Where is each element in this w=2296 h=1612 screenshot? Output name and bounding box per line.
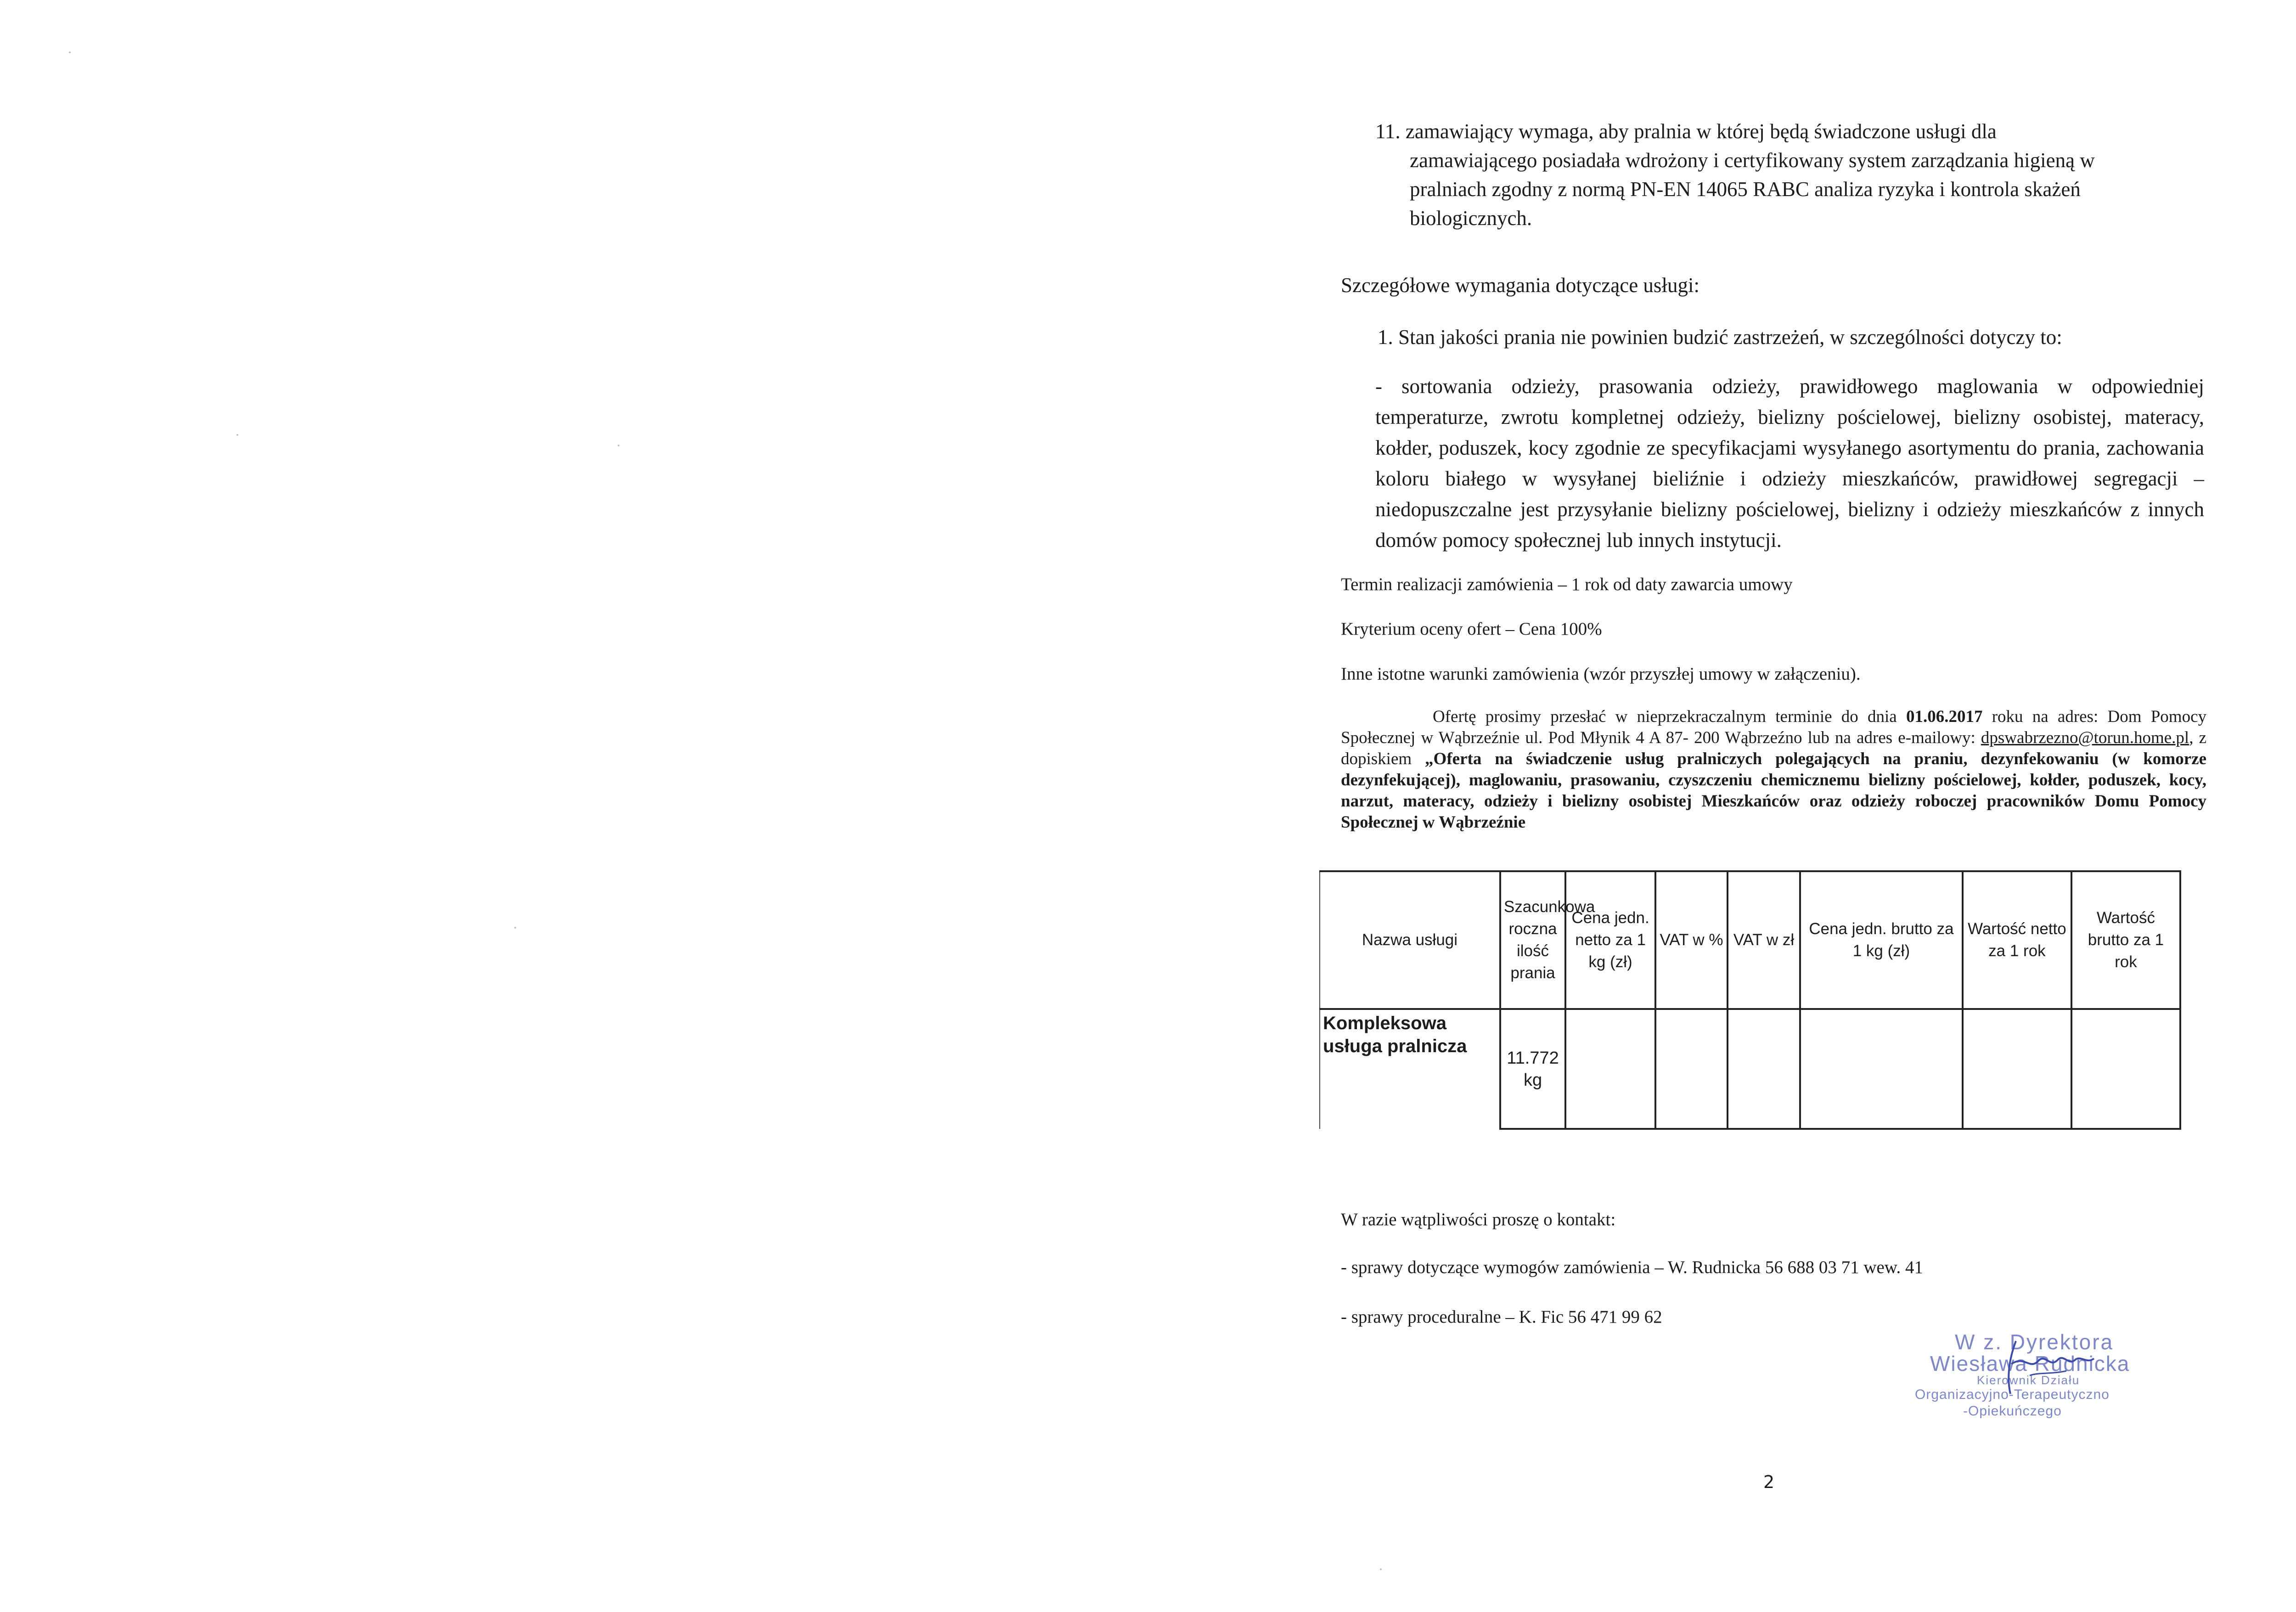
notice-part-2: roku na adres: Dom Pomocy Społecznej w Wąbrzeźnie ul. Pod Młynik 4 A 87- 200 Wąbrzeźno lub na adres e-mailowy: bbox=[1341, 707, 2206, 747]
page-number: 2 bbox=[1763, 1472, 1775, 1492]
header-gross-value-year: Wartość brutto za 1 rok bbox=[2071, 871, 2180, 1009]
scan-speck bbox=[69, 51, 71, 53]
header-unit-net-price: Cena jedn. netto za 1 kg (zł) bbox=[1565, 871, 1655, 1009]
cell-unit-gross-price[interactable] bbox=[1800, 1009, 1963, 1129]
item-11-line-3: pralniach zgodny z normą PN-EN 14065 RABC analiza ryzyka i kontrola skażeń bbox=[1410, 178, 2081, 201]
cell-net-value-year[interactable] bbox=[1963, 1009, 2071, 1129]
cell-gross-value-year[interactable] bbox=[2071, 1009, 2180, 1129]
header-vat-amount: VAT w zł bbox=[1728, 871, 1800, 1009]
deadline-text: Termin realizacji zamówienia – 1 rok od daty zawarcia umowy bbox=[1341, 575, 1793, 594]
stamp-line-5: -Opiekuńczego bbox=[1963, 1403, 2062, 1419]
cell-quantity: 11.772 kg bbox=[1500, 1009, 1565, 1129]
other-terms-text: Inne istotne warunki zamówienia (wzór przyszłej umowy w załączeniu). bbox=[1341, 664, 1861, 684]
offer-notice bbox=[1341, 706, 2206, 833]
cell-service-name: Kompleksowa usługa pralnicza bbox=[1320, 1009, 1500, 1129]
scan-speck bbox=[618, 445, 619, 446]
cell-unit-net-price[interactable] bbox=[1565, 1009, 1655, 1129]
notice-part-1: Ofertę prosimy przesłać w nieprzekraczalnym terminie do dnia bbox=[1433, 707, 1906, 726]
item-11-line-4: biologicznych. bbox=[1410, 207, 1532, 230]
header-service-name: Nazwa usługi bbox=[1320, 871, 1500, 1009]
detail-point-1: 1. Stan jakości prania nie powinien budzić zastrzeżeń, w szczególności dotyczy to: bbox=[1378, 326, 2062, 349]
cell-vat-amount[interactable] bbox=[1728, 1009, 1800, 1129]
notice-email[interactable]: dpswabrzezno@torun.home.pl bbox=[1981, 728, 2189, 747]
item-11-line-1: 11. zamawiający wymaga, aby pralnia w której będą świadczone usługi dla bbox=[1375, 120, 1997, 143]
scan-speck bbox=[236, 434, 238, 436]
header-estimated-quantity: Szacunkowa roczna ilość prania bbox=[1500, 871, 1565, 1009]
detail-paragraph: - sortowania odzieży, prasowania odzieży, prawidłowego maglowania w odpowiedniej temperaturze, zwrotu kompletnej odzieży, bielizny pościelowej, bielizny osobistej, materacy, kołder, poduszek, kocy zgodnie ze specyfikacjami wysyłanego asortymentu do prania, zachowania koloru białego w wysyłanej bieliźnie i odzieży mieszkańców, prawidłowej segregacji – niedopuszczalne jest przysyłanie bielizny pościelowej, bielizny i odzieży mieszkańców z innych domów pomocy społecznej lub innych instytucji. bbox=[1375, 375, 2204, 552]
stamp-line-1: W z. Dyrektora bbox=[1955, 1330, 2114, 1354]
detail-heading: Szczegółowe wymagania dotyczące usługi: bbox=[1341, 274, 1699, 297]
header-net-value-year: Wartość netto za 1 rok bbox=[1963, 871, 2071, 1009]
cell-vat-percent[interactable] bbox=[1655, 1009, 1728, 1129]
header-unit-gross-price: Cena jedn. brutto za 1 kg (zł) bbox=[1800, 871, 1963, 1009]
item-11-line-2: zamawiającego posiadała wdrożony i certyfikowany system zarządzania higieną w bbox=[1410, 149, 2095, 172]
stamp-line-2: Wiesława Rudnicka bbox=[1930, 1352, 2130, 1375]
notice-date: 01.06.2017 bbox=[1906, 707, 1983, 726]
header-vat-percent: VAT w % bbox=[1655, 871, 1728, 1009]
table-row bbox=[1320, 1009, 2180, 1129]
criterion-text: Kryterium oceny ofert – Cena 100% bbox=[1341, 619, 1602, 639]
stamp-line-3: Kierownik Działu bbox=[1977, 1373, 2080, 1387]
table-header-row bbox=[1320, 871, 2180, 1009]
stamp-line-4: Organizacyjno-Terapeutyczno bbox=[1915, 1387, 2110, 1402]
notice-bold-title: „Oferta na świadczenie usług pralniczych polegających na praniu, dezynfekowaniu (w komorze dezynfekującej), maglowaniu, prasowaniu, czyszczeniu chemicznemu bielizny pościelowej, kołder, poduszek, kocy, narzut, materacy, odzieży i bielizny osobistej Mieszkańców oraz odzieży roboczej pracowników Domu Pomocy Społecznej w Wąbrzeźnie bbox=[1341, 750, 2206, 832]
service-price-table bbox=[1319, 870, 2181, 1130]
contact-requirements: - sprawy dotyczące wymogów zamówienia – W. Rudnicka 56 688 03 71 wew. 41 bbox=[1341, 1257, 1923, 1277]
handwritten-signature bbox=[1961, 1332, 2126, 1396]
contact-intro: W razie wątpliwości proszę o kontakt: bbox=[1341, 1210, 1616, 1229]
notice-part-3: , z dopiskiem bbox=[1341, 728, 2206, 768]
contact-procedural: - sprawy proceduralne – K. Fic 56 471 99 62 bbox=[1341, 1307, 1662, 1327]
scan-speck bbox=[514, 927, 516, 929]
